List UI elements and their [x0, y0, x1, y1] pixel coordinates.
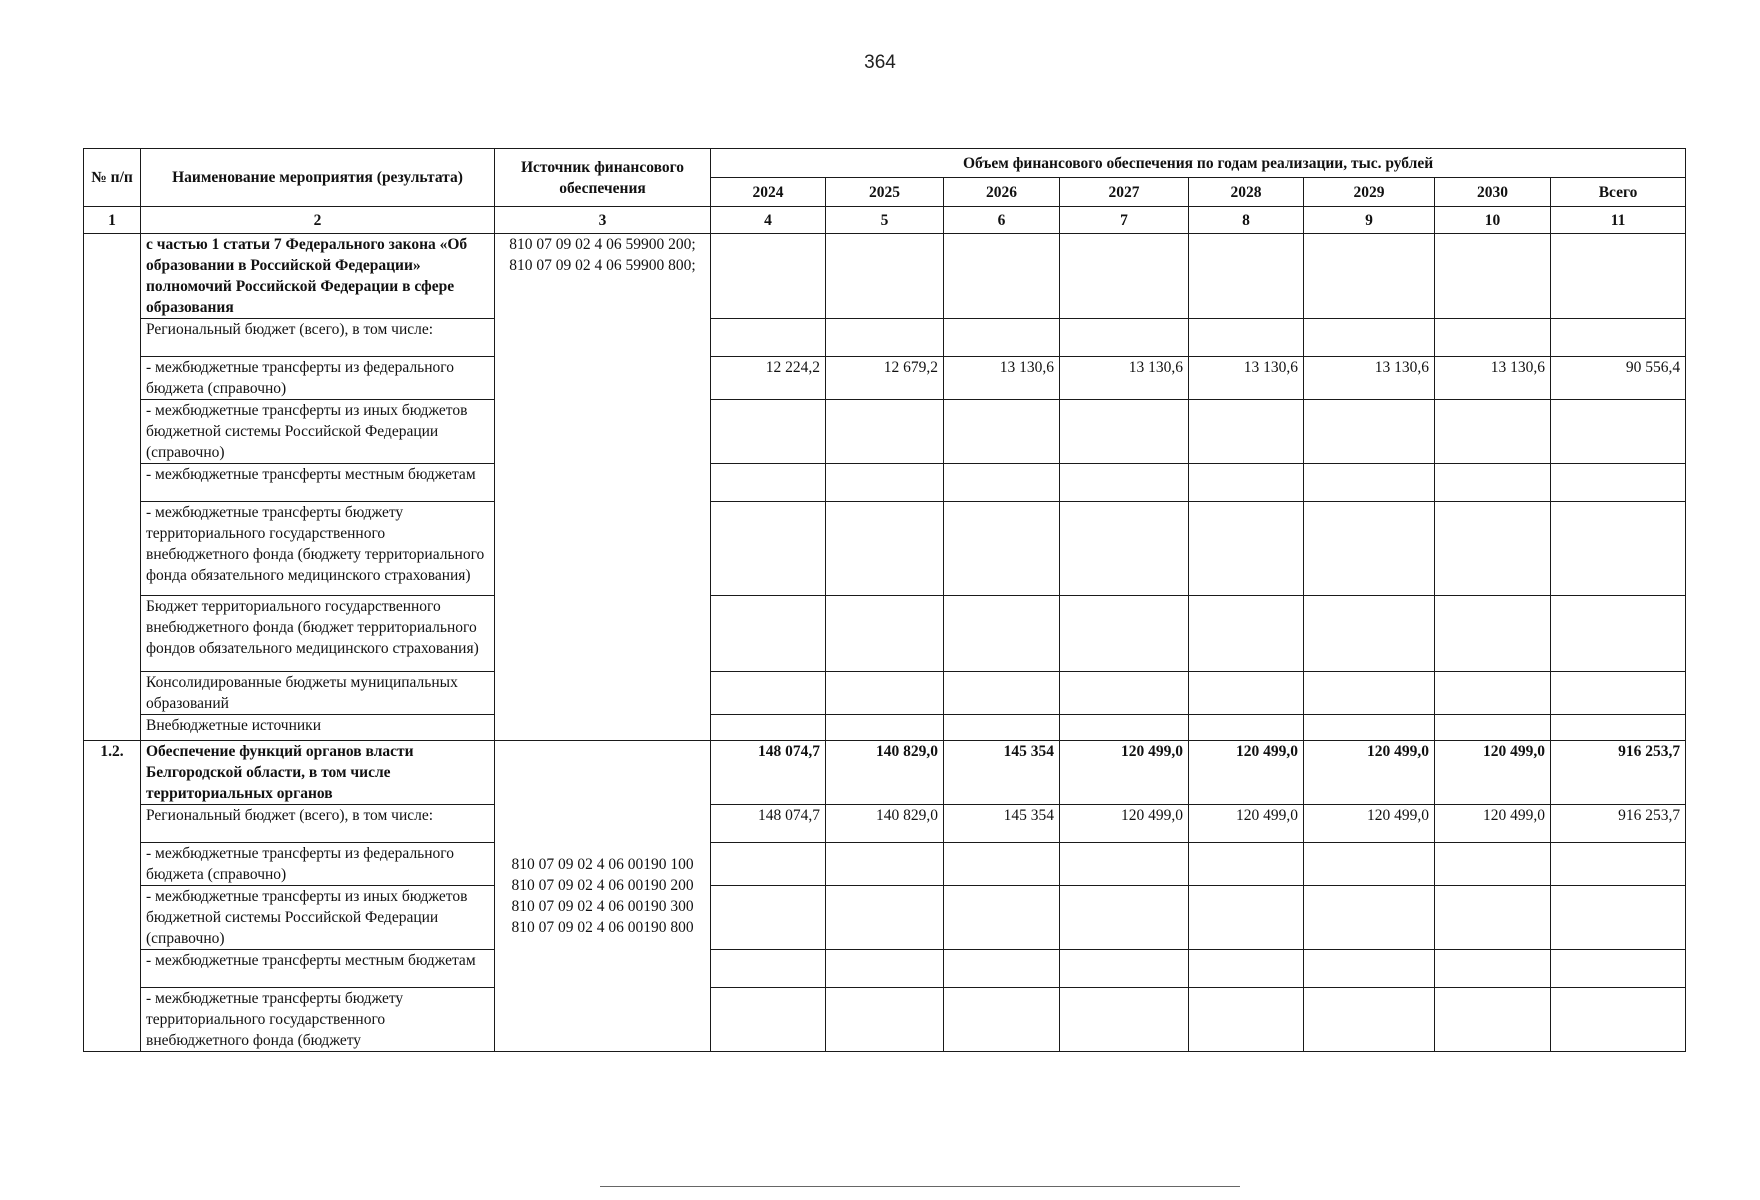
value-cell: 148 074,7 [711, 805, 826, 843]
value-cell [711, 715, 826, 741]
value-cell: 120 499,0 [1304, 805, 1435, 843]
value-cell [711, 596, 826, 672]
table-row [84, 715, 1686, 741]
value-cell [944, 988, 1060, 1052]
value-cell [1435, 596, 1551, 672]
value-cell [1304, 596, 1435, 672]
value-cell [1435, 464, 1551, 502]
value-cell [1060, 843, 1189, 886]
value-cell [1304, 319, 1435, 357]
value-cell [1060, 400, 1189, 464]
row-label: - межбюджетные трансферты местным бюджетам [141, 464, 495, 502]
value-cell [711, 400, 826, 464]
value-cell [944, 596, 1060, 672]
page-number: 364 [864, 52, 896, 73]
value-cell: 120 499,0 [1435, 741, 1551, 805]
value-cell [1551, 502, 1686, 596]
col-header-name: Наименование мероприятия (результата) [141, 149, 495, 207]
col-number: 7 [1060, 207, 1189, 234]
table-row [84, 596, 1686, 672]
value-cell [1189, 672, 1304, 715]
row-label: с частью 1 статьи 7 Федерального закона «Об образовании в Российской Федерации» полномочий Российской Федерации в сфере образования [141, 234, 495, 319]
year-header: 2026 [944, 178, 1060, 207]
funding-source [495, 741, 711, 1052]
col-number: 1 [84, 207, 141, 234]
budget-table [83, 148, 1686, 1052]
value-cell [826, 464, 944, 502]
table-row [84, 950, 1686, 988]
col-number: 5 [826, 207, 944, 234]
row-label: Бюджет территориального государственного внебюджетного фонда (бюджет территориального фондов обязательного медицинского страхования) [141, 596, 495, 672]
value-cell: 12 679,2 [826, 357, 944, 400]
row-label: - межбюджетные трансферты из иных бюджетов бюджетной системы Российской Федерации (справочно) [141, 886, 495, 950]
value-cell [1551, 400, 1686, 464]
budget-code: 810 07 09 02 4 06 59900 800; [509, 257, 696, 274]
table-row [84, 357, 1686, 400]
value-cell [1189, 319, 1304, 357]
value-cell [1435, 502, 1551, 596]
value-cell: 140 829,0 [826, 741, 944, 805]
value-cell [1304, 234, 1435, 319]
value-cell [1304, 502, 1435, 596]
value-cell [1435, 843, 1551, 886]
value-cell [1060, 596, 1189, 672]
value-cell [1189, 596, 1304, 672]
value-cell [1304, 400, 1435, 464]
value-cell [1060, 988, 1189, 1052]
value-cell [711, 319, 826, 357]
table-row [84, 400, 1686, 464]
value-cell [1551, 886, 1686, 950]
col-header-source: Источник финансового обеспечения [495, 149, 711, 207]
col-header-volume: Объем финансового обеспечения по годам реализации, тыс. рублей [711, 149, 1686, 178]
value-cell: 145 354 [944, 741, 1060, 805]
value-cell: 13 130,6 [944, 357, 1060, 400]
value-cell [944, 502, 1060, 596]
year-header: 2028 [1189, 178, 1304, 207]
value-cell [1304, 886, 1435, 950]
value-cell [944, 886, 1060, 950]
value-cell [1060, 319, 1189, 357]
col-number: 9 [1304, 207, 1435, 234]
value-cell: 12 224,2 [711, 357, 826, 400]
row-label: - межбюджетные трансферты местным бюджетам [141, 950, 495, 988]
value-cell: 120 499,0 [1060, 805, 1189, 843]
row-label: - межбюджетные трансферты из федерального бюджета (справочно) [141, 357, 495, 400]
row-label: - межбюджетные трансферты из иных бюджетов бюджетной системы Российской Федерации (справочно) [141, 400, 495, 464]
col-header-num: № п/п [84, 149, 141, 207]
value-cell [1189, 715, 1304, 741]
value-cell [944, 950, 1060, 988]
value-cell [1435, 886, 1551, 950]
value-cell [1060, 234, 1189, 319]
value-cell [944, 464, 1060, 502]
table-row [84, 672, 1686, 715]
value-cell [1551, 319, 1686, 357]
value-cell: 120 499,0 [1435, 805, 1551, 843]
year-header: 2027 [1060, 178, 1189, 207]
value-cell [711, 464, 826, 502]
bottom-rule [600, 1186, 1240, 1187]
value-cell [826, 715, 944, 741]
row-label: Внебюджетные источники [141, 715, 495, 741]
value-cell [1435, 400, 1551, 464]
row-label: - межбюджетные трансферты бюджету территориального государственного внебюджетного фонда (бюджету [141, 988, 495, 1052]
value-cell: 13 130,6 [1060, 357, 1189, 400]
year-header: 2030 [1435, 178, 1551, 207]
value-cell [1060, 672, 1189, 715]
value-cell [1189, 988, 1304, 1052]
value-cell [826, 886, 944, 950]
value-cell [826, 672, 944, 715]
budget-code: 810 07 09 02 4 06 00190 300 [511, 898, 694, 915]
value-cell [1189, 464, 1304, 502]
col-number: 6 [944, 207, 1060, 234]
value-cell [1435, 988, 1551, 1052]
year-header: 2025 [826, 178, 944, 207]
year-header: Всего [1551, 178, 1686, 207]
value-cell [1060, 886, 1189, 950]
value-cell [826, 400, 944, 464]
col-number: 10 [1435, 207, 1551, 234]
value-cell [826, 950, 944, 988]
value-cell [1189, 502, 1304, 596]
budget-code: 810 07 09 02 4 06 00190 100 [511, 856, 694, 873]
table-row [84, 886, 1686, 950]
value-cell: 120 499,0 [1304, 741, 1435, 805]
value-cell [826, 319, 944, 357]
value-cell [1435, 672, 1551, 715]
value-cell [1060, 502, 1189, 596]
value-cell [826, 596, 944, 672]
value-cell [1435, 715, 1551, 741]
value-cell [944, 672, 1060, 715]
row-label: - межбюджетные трансферты бюджету территориального государственного внебюджетного фонда (бюджету территориального фонда обязательного медицинского страхования) [141, 502, 495, 596]
value-cell: 120 499,0 [1060, 741, 1189, 805]
value-cell [826, 988, 944, 1052]
value-cell [1304, 464, 1435, 502]
value-cell [1060, 464, 1189, 502]
col-number: 8 [1189, 207, 1304, 234]
row-label: - межбюджетные трансферты из федерального бюджета (справочно) [141, 843, 495, 886]
value-cell [1189, 400, 1304, 464]
value-cell [711, 988, 826, 1052]
value-cell [1060, 715, 1189, 741]
row-label: Региональный бюджет (всего), в том числе: [141, 805, 495, 843]
value-cell [711, 950, 826, 988]
value-cell [1435, 319, 1551, 357]
value-cell [1304, 715, 1435, 741]
value-cell [1189, 886, 1304, 950]
value-cell [711, 502, 826, 596]
table-row [84, 805, 1686, 843]
value-cell [1304, 843, 1435, 886]
value-cell [1189, 843, 1304, 886]
value-cell [1551, 672, 1686, 715]
budget-code: 810 07 09 02 4 06 00190 200 [511, 877, 694, 894]
year-header: 2029 [1304, 178, 1435, 207]
value-cell [711, 886, 826, 950]
value-cell: 148 074,7 [711, 741, 826, 805]
value-cell [1435, 234, 1551, 319]
value-cell [1304, 672, 1435, 715]
value-cell: 120 499,0 [1189, 741, 1304, 805]
value-cell [711, 672, 826, 715]
col-number: 3 [495, 207, 711, 234]
value-cell: 120 499,0 [1189, 805, 1304, 843]
funding-source [495, 234, 711, 741]
value-cell [1551, 464, 1686, 502]
value-cell [826, 502, 944, 596]
table-row [84, 741, 1686, 805]
table-row [84, 843, 1686, 886]
row-index [84, 234, 141, 741]
value-cell: 916 253,7 [1551, 805, 1686, 843]
table-row [84, 988, 1686, 1052]
value-cell [1551, 596, 1686, 672]
value-cell [944, 319, 1060, 357]
col-number: 4 [711, 207, 826, 234]
row-label: Обеспечение функций органов власти Белгородской области, в том числе территориальных органов [141, 741, 495, 805]
row-label: Консолидированные бюджеты муниципальных образований [141, 672, 495, 715]
value-cell: 140 829,0 [826, 805, 944, 843]
value-cell [1189, 950, 1304, 988]
value-cell [826, 234, 944, 319]
budget-code: 810 07 09 02 4 06 00190 800 [511, 919, 694, 936]
value-cell [711, 234, 826, 319]
row-label: Региональный бюджет (всего), в том числе: [141, 319, 495, 357]
row-index: 1.2. [84, 741, 141, 1052]
value-cell [1551, 843, 1686, 886]
value-cell [1189, 234, 1304, 319]
col-number: 11 [1551, 207, 1686, 234]
value-cell [1551, 234, 1686, 319]
value-cell [1551, 988, 1686, 1052]
table-row [84, 464, 1686, 502]
value-cell: 13 130,6 [1189, 357, 1304, 400]
value-cell [711, 843, 826, 886]
value-cell: 90 556,4 [1551, 357, 1686, 400]
budget-code: 810 07 09 02 4 06 59900 200; [509, 236, 696, 253]
table-row [84, 234, 1686, 319]
year-header: 2024 [711, 178, 826, 207]
value-cell [1551, 950, 1686, 988]
value-cell: 916 253,7 [1551, 741, 1686, 805]
value-cell: 13 130,6 [1304, 357, 1435, 400]
value-cell [1060, 950, 1189, 988]
value-cell [1304, 988, 1435, 1052]
table-row [84, 319, 1686, 357]
value-cell [826, 843, 944, 886]
value-cell: 145 354 [944, 805, 1060, 843]
value-cell [1551, 715, 1686, 741]
value-cell [944, 715, 1060, 741]
value-cell [1435, 950, 1551, 988]
value-cell [944, 234, 1060, 319]
value-cell [944, 400, 1060, 464]
col-number: 2 [141, 207, 495, 234]
value-cell [1304, 950, 1435, 988]
value-cell [944, 843, 1060, 886]
table-row [84, 502, 1686, 596]
value-cell: 13 130,6 [1435, 357, 1551, 400]
